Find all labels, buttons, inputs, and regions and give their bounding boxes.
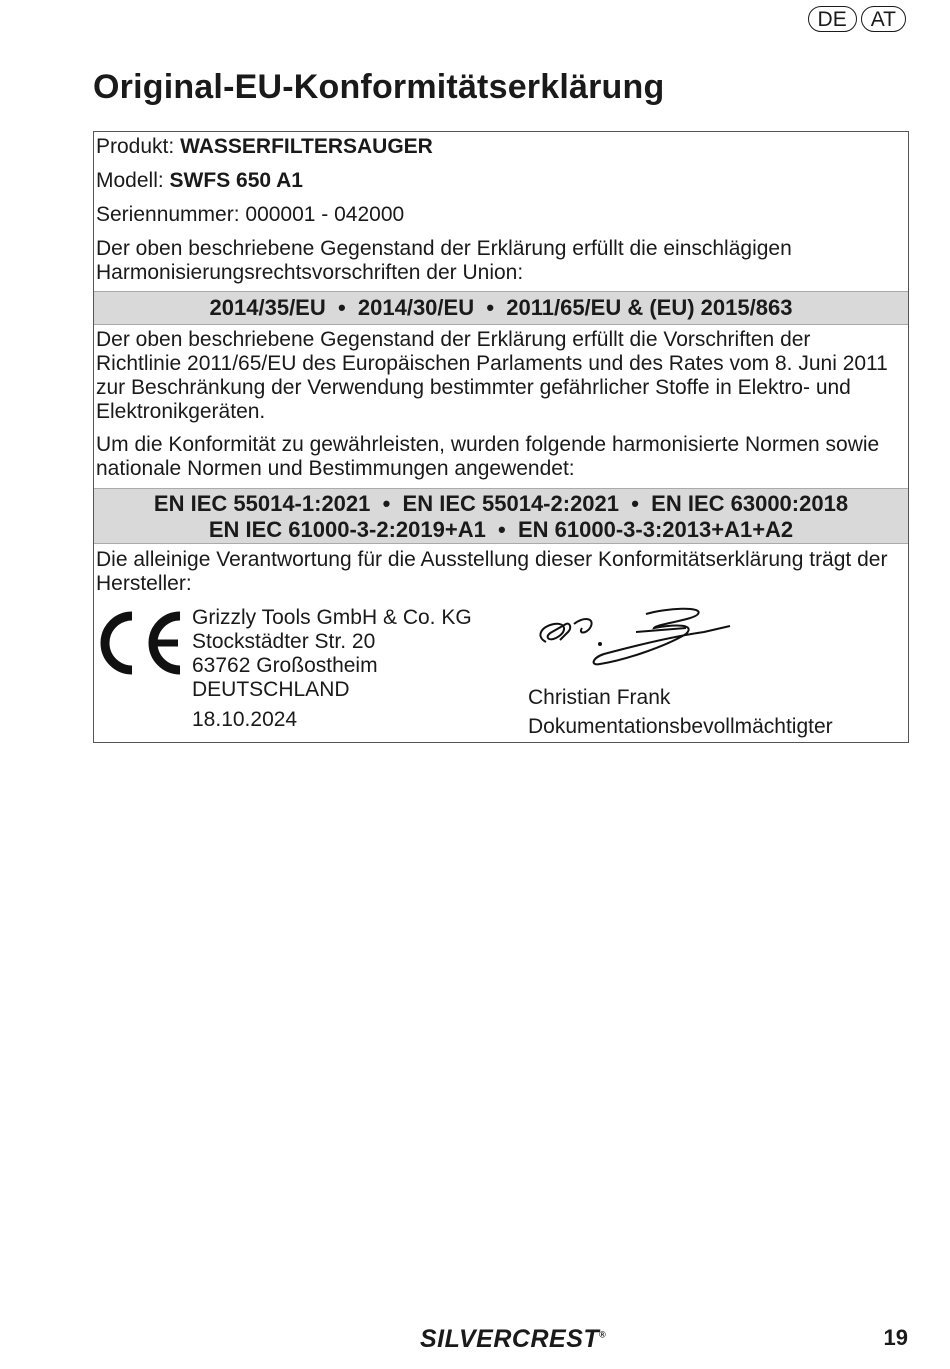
manufacturer-address: [192, 606, 472, 732]
responsibility-statement: Die alleinige Verantwortung für die Ausstellung dieser Konformitätserklärung trägt der Hersteller:: [96, 548, 888, 595]
standards-line-1: EN IEC 55014-1:2021 • EN IEC 55014-2:2021 • EN IEC 63000:2018: [153, 491, 849, 516]
signature-image: [526, 602, 736, 682]
standards-intro: Um die Konformität zu gewährleisten, wurden folgende harmonisierte Normen sowie nationale Normen und Bestimmungen angewendet:: [96, 433, 880, 480]
page-number: 19: [883, 1325, 908, 1350]
standards-band: [94, 488, 908, 544]
model-value: SWFS 650 A1: [169, 169, 303, 192]
language-badge-de: DE: [808, 6, 857, 32]
serial-number: Seriennummer: 000001 - 042000: [96, 203, 405, 226]
directives-band: [94, 291, 908, 325]
product-row: [96, 135, 900, 159]
standards-line-2: EN IEC 61000-3-2:2019+A1 • EN 61000-3-3:2013+A1+A2: [208, 517, 794, 542]
language-badges: [808, 6, 906, 32]
registered-mark-icon: ®: [599, 1329, 607, 1340]
declaration-box: [93, 131, 909, 743]
signer-block: [528, 683, 833, 741]
brand-name: SILVERCREST: [420, 1325, 600, 1353]
signer-role: Dokumentationsbevollmächtigter: [528, 715, 833, 738]
brand-logo: [420, 1325, 606, 1354]
product-label: Produkt:: [96, 135, 175, 158]
manufacturer-name: Grizzly Tools GmbH & Co. KG: [192, 606, 472, 629]
harmonisation-statement: Der oben beschriebene Gegenstand der Erklärung erfüllt die einschlägigen Harmonisierungsrechtsvorschriften der Union:: [96, 237, 792, 284]
directives-list: 2014/35/EU • 2014/30/EU • 2011/65/EU & (EU) 2015/863: [209, 295, 793, 320]
model-label: Modell:: [96, 169, 164, 192]
manufacturer-country: DEUTSCHLAND: [192, 678, 350, 701]
manufacturer-street: Stockstädter Str. 20: [192, 630, 376, 653]
signer-name: Christian Frank: [528, 686, 671, 709]
declaration-date: 18.10.2024: [192, 708, 298, 731]
manufacturer-city: 63762 Großostheim: [192, 654, 378, 677]
ce-mark-icon: [94, 608, 184, 678]
rohs-statement: Der oben beschriebene Gegenstand der Erklärung erfüllt die Vorschriften der Richtlinie 2011/65/EU des Europäischen Parlaments und des Rates vom 8. Juni 2011 zur Beschränkung der Verwendung bestimmter gefährlicher Stoffe in Elektro- und Elektronikgeräten.: [96, 328, 888, 423]
model-row: [96, 169, 900, 193]
language-badge-at: AT: [861, 6, 906, 32]
page-title: Original-EU-Konformitätserklärung: [93, 68, 665, 106]
product-value: WASSERFILTERSAUGER: [180, 135, 433, 158]
